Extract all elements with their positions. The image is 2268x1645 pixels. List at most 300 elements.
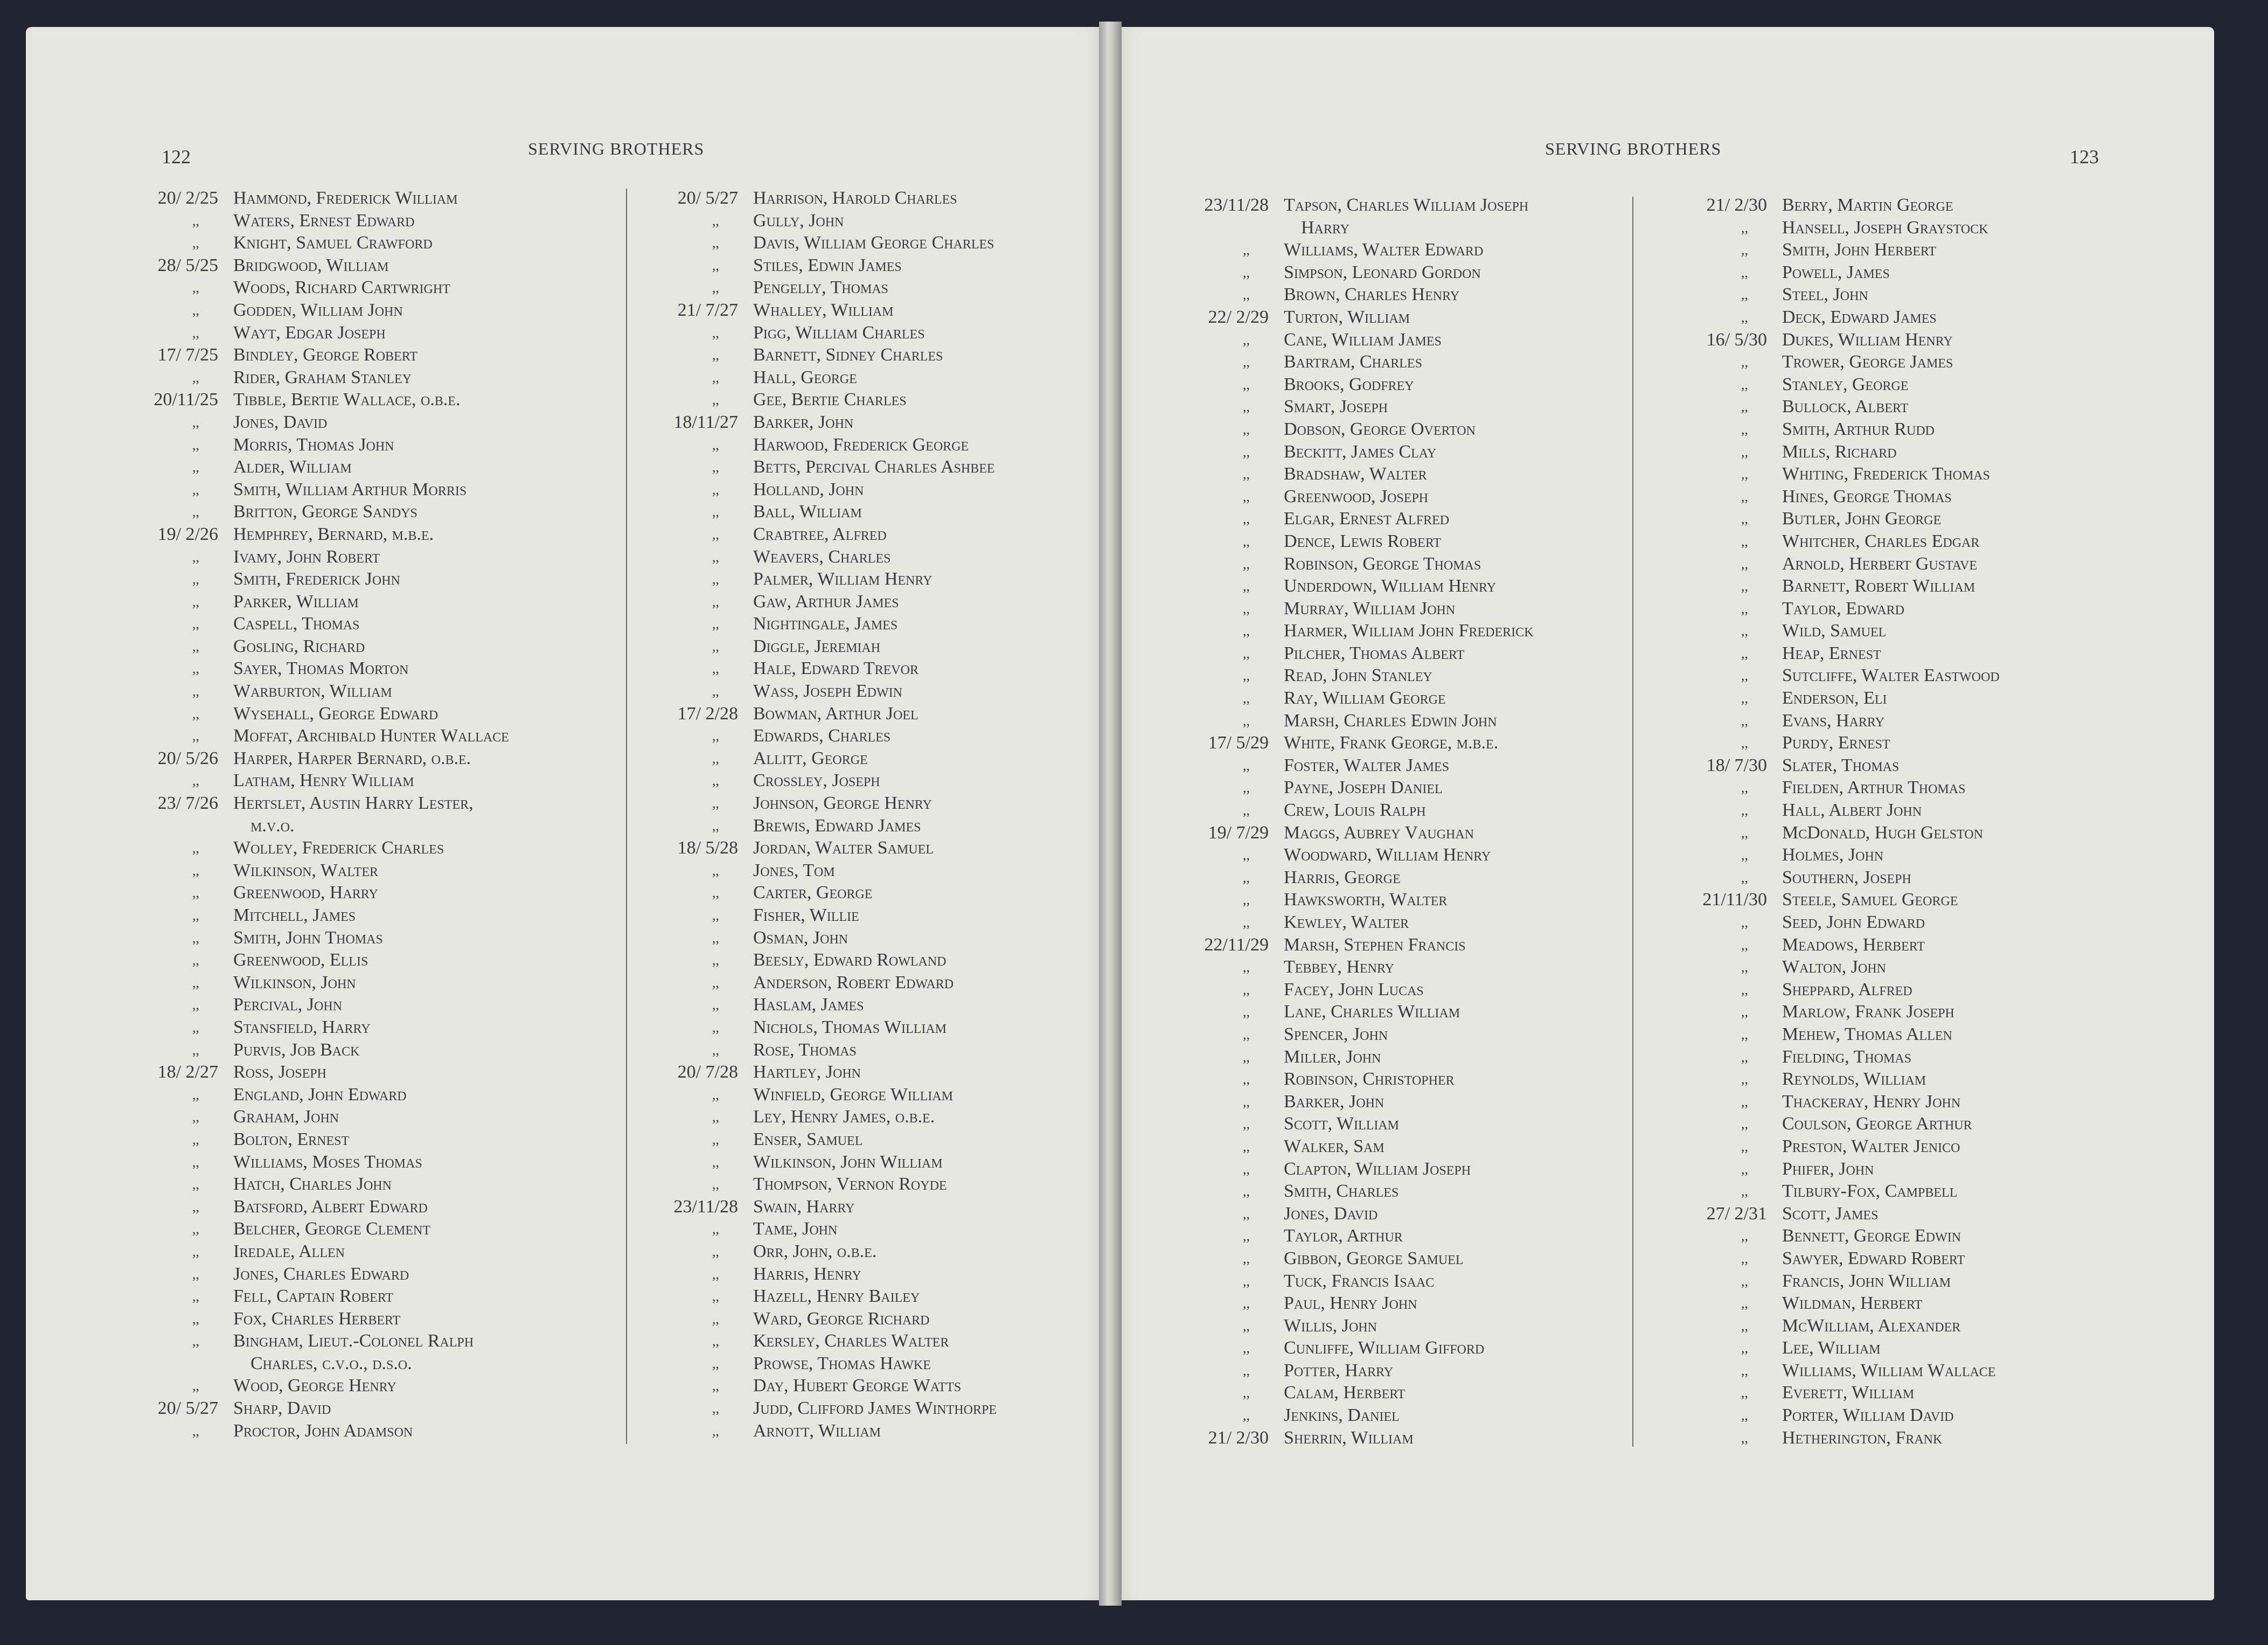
member-name: Woodward, William Henry [1284,845,1491,865]
list-item [1182,463,1484,485]
list-item [1182,261,1484,284]
member-name: Mehew, Thomas Allen [1782,1024,1952,1044]
ditto-mark: ,, [1243,847,1250,863]
member-name: Hale, Edward Trevor [753,658,919,679]
ditto-mark: ,, [1741,1138,1748,1154]
member-name: McDonald, Hugh Gelston [1782,822,1983,843]
ditto-mark: ,, [712,1042,719,1058]
ditto-mark: ,, [1741,712,1748,728]
list-item [1182,194,1529,217]
ditto-mark: ,, [192,638,199,654]
ditto-mark: ,, [1243,668,1250,684]
member-name: Knight, Samuel Crawford [233,233,433,253]
ditto-mark: ,, [712,526,719,542]
member-name: Hall, Albert John [1782,800,1922,821]
member-name: Brewis, Edward James [753,815,921,836]
ditto-mark: ,, [1741,623,1748,639]
list-item [652,388,954,411]
list-item [1681,911,1982,934]
ditto-mark: ,, [192,616,199,632]
initiation-date: 28/ 5/25 [157,255,218,275]
member-name: Wass, Joseph Edwin [753,681,902,702]
initiation-date [1182,217,1274,239]
list-item [652,232,994,254]
ditto-mark: ,, [1741,1250,1748,1266]
list-item [132,546,434,568]
list-item [652,366,954,389]
member-name: Whitcher, Charles Edgar [1782,531,1980,551]
list-item [1182,866,1484,889]
member-name: Brooks, Godfrey [1284,374,1414,394]
initiation-date: 18/ 2/27 [157,1062,218,1082]
member-name: Mills, Richard [1782,441,1897,462]
member-name: Sawyer, Edward Robert [1782,1248,1965,1268]
list-item [652,725,954,747]
ditto-mark: ,, [1243,511,1250,527]
list-item [652,882,954,904]
ditto-mark: ,, [1741,869,1748,885]
ditto-mark: ,, [1243,1116,1250,1132]
ditto-mark: ,, [712,862,719,878]
member-name: Smart, Joseph [1284,397,1388,417]
member-name: Tapson, Charles William Joseph [1284,195,1529,215]
member-name: Greenwood, Ellis [233,950,368,970]
member-name: Payne, Joseph Daniel [1284,778,1443,798]
initiation-date: 20/ 5/26 [157,748,218,768]
ditto-mark: ,, [1741,578,1748,594]
ditto-mark: ,, [192,840,199,856]
ditto-mark: ,, [192,1154,199,1170]
list-item [1182,395,1484,418]
member-name: Sayer, Thomas Morton [233,658,409,679]
member-name: Smith, William Arthur Morris [233,479,467,499]
member-name: Warburton, William [233,681,392,702]
ditto-mark: ,, [1243,556,1250,572]
ditto-mark: ,, [712,638,719,654]
ditto-mark: ,, [712,212,719,228]
ditto-mark: ,, [192,1131,199,1147]
member-name: Jordan, Walter Samuel [753,838,934,858]
member-name: Parker, William [233,591,359,612]
member-name: Ward, George Richard [753,1308,930,1329]
member-name: Kewley, Walter [1284,912,1409,932]
list-item [652,792,954,815]
list-item [1182,844,1491,866]
ditto-mark: ,, [1741,1071,1748,1087]
list-item [1681,1337,1982,1359]
list-item [1182,956,1484,978]
list-item [1681,710,1982,732]
member-name: Reynolds, William [1782,1069,1926,1089]
ditto-mark: ,, [1741,914,1748,930]
initiation-date: 27/ 2/31 [1706,1203,1767,1224]
member-name: Heap, Ernest [1782,643,1881,663]
member-name: Marsh, Charles Edwin John [1284,710,1497,731]
initiation-date: 22/ 2/29 [1208,307,1269,327]
member-name: Potter, Harry [1284,1360,1394,1380]
list-item [1182,822,1484,844]
member-name: Bowman, Arthur Joel [753,703,919,724]
ditto-mark: ,, [712,616,719,632]
ditto-mark: ,, [712,1154,719,1170]
ditto-mark: ,, [192,481,199,497]
member-name: Allitt, George [753,748,868,768]
member-name: Rider, Graham Stanley [233,367,412,387]
list-item [652,254,954,277]
list-item [652,1061,954,1084]
ditto-mark: ,, [712,1355,719,1371]
initiation-date: 22/11/29 [1204,934,1269,955]
member-name: Wilkinson, Walter [233,860,379,880]
initiation-date: 19/ 7/29 [1208,822,1269,843]
list-item [1182,1113,1484,1135]
member-name: Fisher, Willie [753,905,859,925]
member-name: Harwood, Frederick George [753,434,969,455]
member-name: Wayt, Edgar Joseph [233,322,386,343]
member-name: Smith, Frederick John [233,569,400,589]
ditto-mark: ,, [1741,264,1748,280]
member-name: Bartram, Charles [1284,352,1422,372]
list-item [652,1397,997,1420]
list-item [1681,866,1982,889]
list-item [132,1128,434,1151]
ditto-mark: ,, [712,1221,719,1237]
list-item [132,1039,434,1061]
member-name: Lee, William [1782,1338,1881,1358]
ditto-mark: ,, [1741,936,1748,953]
member-name: Ivamy, John Robert [233,546,380,567]
list-item [652,1263,954,1286]
list-item [1681,1023,1982,1046]
list-item [652,769,954,792]
list-item [1182,1337,1484,1359]
ditto-mark: ,, [712,280,719,296]
list-item [1182,732,1499,754]
initiation-date: 17/ 2/28 [677,703,738,724]
list-item [1681,1359,1996,1382]
member-name: Maggs, Aubrey Vaughan [1284,822,1474,843]
ditto-mark: ,, [1741,488,1748,504]
member-name: Bennett, George Edwin [1782,1226,1961,1246]
list-item [1182,710,1497,732]
ditto-mark: ,, [712,571,719,587]
list-item [652,1285,954,1308]
list-item [652,344,954,366]
member-name: Marlow, Frank Joseph [1782,1002,1954,1022]
list-item [1182,239,1484,261]
member-name: Enser, Samuel [753,1129,863,1149]
member-name: Crabtree, Alfred [753,524,887,544]
ditto-mark: ,, [712,728,719,744]
list-item [1182,1404,1484,1427]
list-item [1681,642,1982,665]
ditto-mark: ,, [192,504,199,520]
list-item [132,747,471,770]
member-name: Steel, John [1782,284,1868,305]
member-name: Nichols, Thomas William [753,1017,947,1037]
list-item [652,949,954,971]
list-item [1182,1180,1484,1203]
ditto-mark: ,, [1741,1161,1748,1177]
list-item [1681,239,1982,261]
member-name: Harrison, Harold Charles [753,188,957,208]
list-item [652,657,954,680]
list-item [652,523,954,546]
ditto-mark: ,, [192,1288,199,1304]
list-item [652,680,954,703]
member-name: Sutcliffe, Walter Eastwood [1782,665,2000,686]
list-item [132,904,434,927]
ditto-mark: ,, [1243,802,1250,818]
initiation-date [132,1352,224,1375]
member-name: Pigg, William Charles [753,322,925,343]
ditto-mark: ,, [1243,399,1250,415]
member-name: Diggle, Jeremiah [753,636,881,656]
list-item [1681,1068,1982,1091]
list-item [132,501,434,523]
list-item [1681,1404,1982,1427]
member-name: Smith, John Herbert [1782,240,1937,260]
ditto-mark: ,, [1243,623,1250,639]
list-item [132,299,434,322]
member-name: Carter, George [753,883,873,903]
list-item [1681,1292,1982,1315]
member-name: Preston, Walter Jenico [1782,1136,1960,1156]
list-item [1182,664,1484,687]
member-name: Graham, John [233,1107,339,1127]
member-name: Whiting, Frederick Thomas [1782,464,1990,484]
member-name: Holland, John [753,479,864,499]
ditto-mark: ,, [712,773,719,789]
member-name: Bolton, Ernest [233,1129,350,1149]
list-item [1681,418,1982,441]
ditto-mark: ,, [712,952,719,968]
initiation-date: 17/ 5/29 [1208,733,1269,753]
list-item [132,276,450,299]
column-4 [1681,194,2000,1449]
ditto-mark: ,, [1243,1004,1250,1020]
ditto-mark: ,, [1741,287,1748,303]
ditto-mark: ,, [712,1243,719,1259]
list-item [652,1218,954,1240]
list-item [132,994,434,1016]
list-item [1182,418,1484,441]
ditto-mark: ,, [1243,981,1250,997]
list-item [652,1128,954,1151]
member-name: Greenwood, Harry [233,883,378,903]
ditto-mark: ,, [1741,466,1748,482]
ditto-mark: ,, [712,750,719,766]
list-item [1182,217,1484,239]
member-name: Clapton, William Joseph [1284,1158,1471,1179]
ditto-mark: ,, [192,1310,199,1327]
list-item [1182,306,1484,329]
initiation-date: 20/ 5/27 [677,188,738,208]
right-column-rule [1632,197,1633,1447]
list-item [132,1240,434,1263]
ditto-mark: ,, [192,1333,199,1349]
ditto-mark: ,, [1243,1183,1250,1199]
member-name: Wild, Samuel [1782,621,1887,641]
list-item [652,1196,954,1218]
ditto-mark: ,, [1741,399,1748,415]
list-item [652,187,957,210]
member-name: Fielding, Thomas [1782,1046,1912,1067]
member-name: Caspell, Thomas [233,614,360,634]
member-name: Johnson, George Henry [753,793,932,814]
ditto-mark: ,, [1741,1116,1748,1132]
member-name: Hertslet, Austin Harry Lester, [233,793,474,814]
ditto-mark: ,, [1741,443,1748,460]
ditto-mark: ,, [712,549,719,565]
ditto-mark: ,, [1741,802,1748,818]
ditto-mark: ,, [712,593,719,609]
member-name: Prowse, Thomas Hawke [753,1353,931,1373]
ditto-mark: ,, [712,817,719,834]
list-item [132,949,434,971]
member-name: Trower, George James [1782,352,1953,372]
ditto-mark: ,, [712,324,719,341]
ditto-mark: ,, [1741,1026,1748,1042]
ditto-mark: ,, [712,1176,719,1192]
member-name: Evans, Harry [1782,710,1884,731]
ditto-mark: ,, [1243,242,1250,258]
member-name: Weavers, Charles [753,546,891,567]
initiation-date: 20/ 7/28 [677,1062,738,1082]
member-name: Crew, Louis Ralph [1284,800,1426,821]
list-item [1182,1068,1484,1091]
ditto-mark: ,, [712,504,719,520]
member-name: Dobson, George Overton [1284,419,1476,439]
member-name: Belcher, George Clement [233,1219,431,1239]
member-name: Dence, Lewis Robert [1284,531,1442,551]
list-item [132,456,434,478]
list-item [652,1084,954,1106]
ditto-mark: ,, [192,1019,199,1035]
list-item [132,411,434,434]
ditto-mark: ,, [192,1198,199,1214]
list-item [1182,687,1484,710]
member-name: Berry, Martin George [1782,195,1953,215]
ditto-mark: ,, [192,1243,199,1259]
list-item [1182,373,1484,396]
member-name: Harper, Harper Bernard, o.b.e. [233,748,471,768]
list-item [652,1330,954,1352]
member-name: Ball, William [753,502,862,522]
list-item [132,1330,474,1352]
list-item [1182,934,1484,956]
list-item [652,1240,954,1263]
member-name: Robinson, Christopher [1284,1069,1455,1089]
initiation-date: 23/ 7/26 [157,793,218,814]
initiation-date: 21/ 7/27 [677,300,738,320]
list-item [1182,642,1484,665]
ditto-mark: ,, [1243,376,1250,392]
ditto-mark: ,, [1243,1250,1250,1266]
list-item [1182,1359,1484,1382]
list-item [132,366,434,389]
list-item [1681,889,1982,911]
member-name: Everett, William [1782,1383,1915,1403]
member-name: Phifer, John [1782,1158,1874,1179]
list-item [1681,1247,1982,1270]
ditto-mark: ,, [1243,466,1250,482]
list-item [1182,1158,1484,1181]
member-name: Wysehall, George Edward [233,703,439,724]
member-name: Elgar, Ernest Alfred [1284,509,1450,529]
member-name: Smith, John Thomas [233,927,383,948]
member-name: Jones, Tom [753,860,835,880]
member-name: Davis, William George Charles [753,233,994,253]
member-name: Deck, Edward James [1782,307,1937,327]
list-item [652,1308,954,1330]
member-name: Charles, c.v.o., d.s.o. [251,1353,412,1373]
list-item [1182,1270,1484,1293]
member-name: Pengelly, Thomas [753,277,888,298]
ditto-mark: ,, [712,1333,719,1349]
right-page-number: 123 [2070,146,2099,168]
ditto-mark: ,, [1243,1138,1250,1154]
ditto-mark: ,, [1243,533,1250,549]
initiation-date: 21/11/30 [1702,890,1767,910]
ditto-mark: ,, [712,997,719,1013]
list-item [1182,889,1484,911]
ditto-mark: ,, [1741,556,1748,572]
initiation-date: 21/ 2/30 [1706,195,1767,215]
member-name: Walker, Sam [1284,1136,1385,1156]
member-name: Murray, William John [1284,598,1456,619]
member-name: Spencer, John [1284,1024,1388,1044]
member-name: Wilkinson, John [233,972,356,992]
ditto-mark: ,, [1741,421,1748,437]
left-running-header: SERVING BROTHERS [528,139,705,158]
ditto-mark: ,, [192,907,199,923]
member-name: Scott, William [1284,1114,1400,1134]
ditto-mark: ,, [192,593,199,609]
list-item [1681,1158,1982,1181]
member-name: Holmes, John [1782,845,1884,865]
list-item [132,703,439,725]
member-name: Jones, David [233,412,328,432]
ditto-mark: ,, [1741,242,1748,258]
member-name: Harris, Henry [753,1264,861,1284]
list-item [132,792,474,815]
list-item [132,1196,434,1218]
ditto-mark: ,, [712,481,719,497]
member-name: Enderson, Eli [1782,688,1887,709]
member-name: Taylor, Arthur [1284,1226,1403,1246]
ditto-mark: ,, [1741,959,1748,975]
list-item [1182,1023,1484,1046]
list-item [132,434,434,456]
member-name: Day, Hubert George Watts [753,1376,962,1396]
ditto-mark: ,, [1741,1385,1748,1401]
ditto-mark: ,, [1741,1295,1748,1311]
ditto-mark: ,, [1243,1340,1250,1356]
ditto-mark: ,, [1741,1049,1748,1065]
member-name: Haslam, James [753,995,864,1015]
ditto-mark: ,, [1243,959,1250,975]
member-name: Wood, George Henry [233,1376,396,1396]
ditto-mark: ,, [712,257,719,273]
ditto-mark: ,, [192,705,199,721]
member-name: Bridgwood, William [233,255,389,275]
list-item [1681,441,1982,463]
ditto-mark: ,, [1741,645,1748,661]
ditto-mark: ,, [1243,1026,1250,1042]
member-name: Hartley, John [753,1062,861,1082]
ditto-mark: ,, [192,549,199,565]
